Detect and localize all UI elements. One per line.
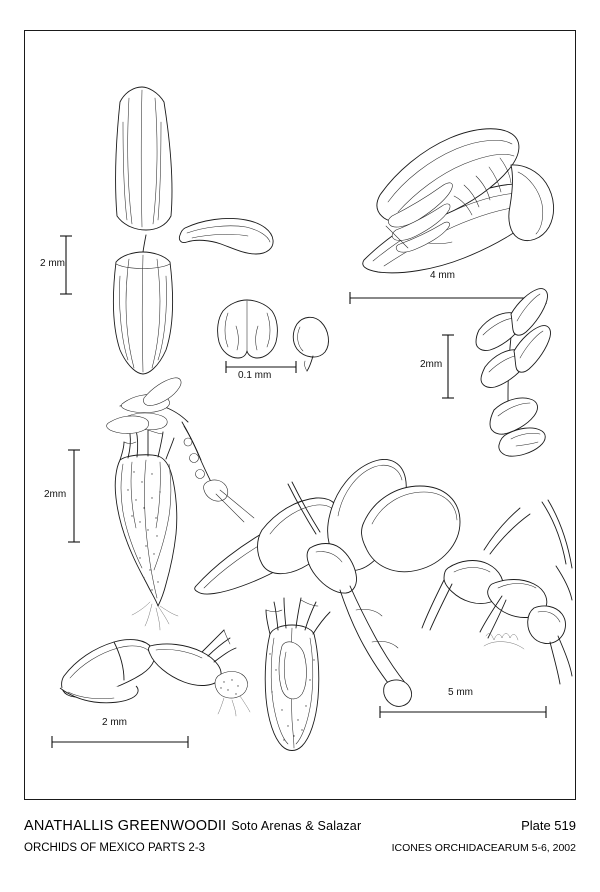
plate-caption bbox=[24, 818, 576, 866]
scale-bar-flower bbox=[350, 292, 546, 304]
scale-label-habit: 5 mm bbox=[448, 687, 473, 698]
scale-label-pollinia: 0.1 mm bbox=[238, 370, 272, 381]
scale-label-bracts: 2mm bbox=[420, 359, 443, 370]
single-pollinium bbox=[293, 317, 328, 371]
sepal-base bbox=[143, 235, 146, 252]
series-reference: ICONES ORCHIDACEARUM 5-6, 2002 bbox=[391, 842, 576, 854]
species-name-text: ANATHALLIS GREENWOODII bbox=[24, 818, 227, 834]
scale-bar-column-lip bbox=[68, 450, 80, 542]
artist-signature bbox=[484, 633, 524, 649]
plate-number: Plate 519 bbox=[521, 818, 576, 833]
pollinia-pair bbox=[218, 300, 278, 358]
species-name bbox=[24, 818, 361, 834]
scale-bar-column-detail bbox=[52, 736, 188, 748]
scale-label-flower: 4 mm bbox=[430, 270, 455, 281]
scale-label-sepals-petals: 2 mm bbox=[40, 258, 65, 269]
lip-ventral-view bbox=[115, 430, 178, 630]
column-with-lip bbox=[265, 598, 330, 751]
flower-lateral-view bbox=[363, 129, 554, 273]
series-title: ORCHIDS OF MEXICO PARTS 2-3 bbox=[24, 842, 206, 854]
botanical-illustration bbox=[24, 30, 576, 800]
column-lateral-view bbox=[60, 630, 250, 716]
floral-bracts bbox=[476, 289, 551, 457]
scale-label-column-lip: 2mm bbox=[44, 489, 67, 500]
lateral-sepals-synsepal bbox=[113, 252, 172, 374]
dorsal-sepal bbox=[116, 87, 172, 230]
plant-habit bbox=[195, 459, 572, 706]
petal bbox=[179, 218, 273, 254]
scale-bar-bracts bbox=[442, 335, 454, 398]
scale-bar-habit bbox=[380, 706, 546, 718]
species-authors: Soto Arenas & Salazar bbox=[231, 819, 362, 833]
scale-label-column-detail: 2 mm bbox=[102, 717, 127, 728]
